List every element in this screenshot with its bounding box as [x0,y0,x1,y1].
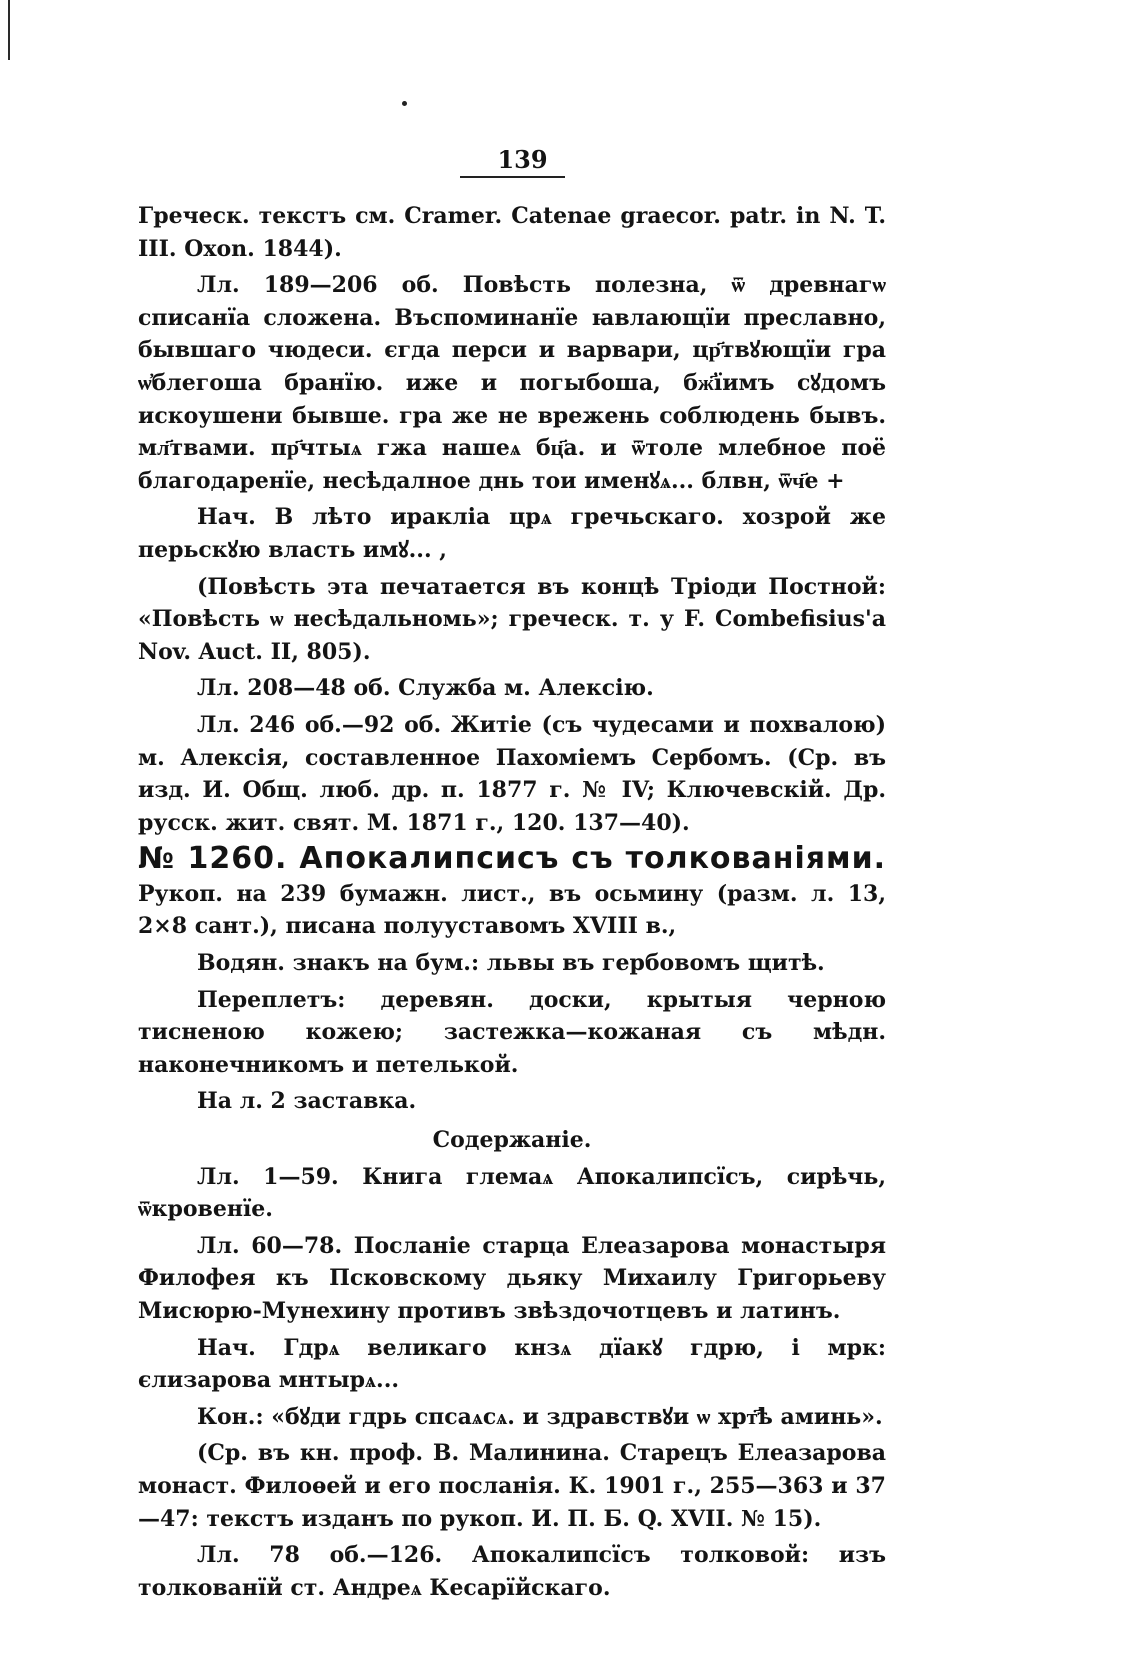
paragraph: Лл. 246 об.—92 об. Житіе (съ чудесами и похвалою) м. Алексія, составленное Пахоміемъ Сербомъ. (Ср. въ изд. И. Общ. люб. др. п. 1877 г. № IV; Ключевскій. Др. русск. жит. свят. М. 1871 г., 120. 137—40). [138,711,886,836]
paragraph: Лл. 1—59. Книга глемаѧ Апокалипсїсъ, сирѣчь, ѿкровенїе. [138,1163,886,1223]
paragraph: Лл. 208—48 об. Служба м. Алексію. [197,675,654,702]
section-title: Содержаніе. [432,1127,592,1154]
entry-heading [138,843,886,943]
ink-dot [402,101,407,106]
paragraph: Лл. 78 об.—126. Апокалипсїсъ толковой: изъ толкованїй ст. Андреѧ Кесарїйскаго. [138,1542,886,1601]
paragraph: Водян. знакъ на бум.: львы въ гербовомъ щитѣ. [197,950,825,977]
paragraph: На л. 2 заставка. [197,1088,417,1115]
body-text [138,200,886,1608]
paragraph: Нач. В лѣто иракліа црѧ гречьскаго. хозрой же перьскꙋю власть имꙋ... , [138,504,886,563]
paragraph: Лл. 60—78. Посланіе старца Елеазарова монастыря Филофея къ Псковскому дьяку Михаилу Григорьеву Мисюрю-Мунехину противъ звѣздочотцевъ и латинъ. [138,1232,886,1324]
scan-edge-line [8,0,10,60]
paragraph: (Ср. въ кн. проф. В. Малинина. Старецъ Елеазарова монаст. Филоѳей и его посланія. К. 1901 г., 255—363 и 37—47: текстъ изданъ по рукоп. И. П. Б. Q. XVII. № 15). [138,1440,886,1532]
paragraph: Лл. 189—206 об. Повѣсть полезна, ѿ древнагѡ списанїа сложена. Въспоминанїе ꙗвлающїи преславно, бывшаго чюдеси. єгда перси и варвари, цр҃твꙋющїи гра ѡ҆блегоша бранїю. иже и погыбоша, бж҃їимъ сꙋдомъ искоушени бывше. гра же не врежень соблюдень бывъ. мл҃твами. пр҃чтыѧ гжа нашеѧ бц҃а. и ѿтоле млебное поё благодаренїе, несѣдалное днь тои именꙋѧ... блвн, ѿч҃е + [138,272,886,494]
page-number-rule [460,176,565,178]
paragraph: Переплетъ: деревян. доски, крытыя черною тисненою кожею; застежка—кожаная съ мѣдн. наконечникомъ и петелькой. [138,986,886,1078]
paragraph: Нач. Гдрѧ великаго кнзѧ дїакꙋ гдрю, і мрк: єлизарова мнтырѧ... [138,1334,886,1394]
paragraph: (Повѣсть эта печатается въ концѣ Тріоди Постной: «Повѣсть ѡ несѣдальномь»; греческ. т. у F. Combefisius'a Nov. Auct. II, 805). [138,573,886,665]
paragraph: Греческ. текстъ см. Cramer. Catenae graecor. patr. in N. T. III. Oxon. 1844). [138,203,886,262]
page-number: 139 [497,145,548,174]
entry-heading-description: Рукоп. на 239 бумажн. лист., въ осьмину (разм. л. 13, 2×8 сант.), писана полууставомъ XVIII в., [138,880,886,940]
entry-heading-title: № 1260. Апокалипсисъ съ толкованіями. [138,841,886,877]
paragraph: Кон.: «бꙋди гдрь спсаѧсѧ. и здравствꙋи ѡ хрт҃ѣ аминь». [197,1403,883,1430]
